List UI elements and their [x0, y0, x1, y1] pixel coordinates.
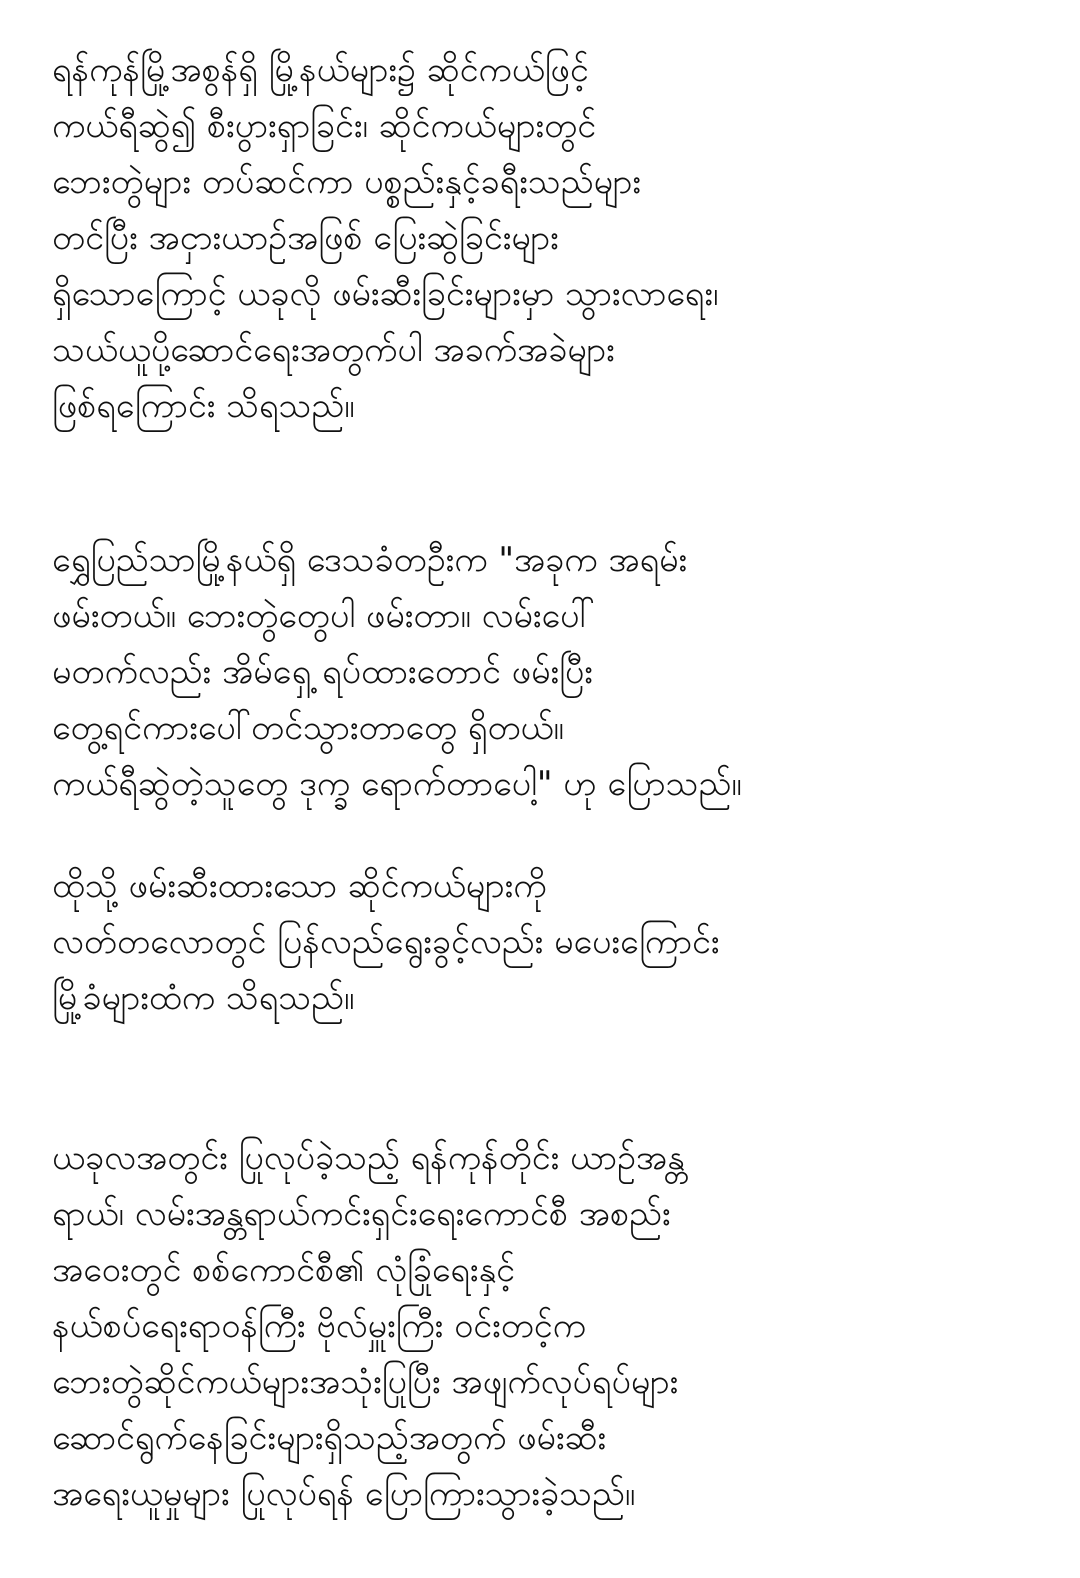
paragraph-1: [52, 42, 1042, 434]
text-line: အဝေးတွင် စစ်ကောင်စီ၏ လုံခြုံရေးနှင့်: [52, 1250, 515, 1290]
paragraph-3: [52, 858, 1042, 1026]
text-line: ရန်ကုန်မြို့အစွန်ရှိ မြို့နယ်များ၌ ဆိုင်ကယ်ဖြင့်: [52, 50, 589, 90]
text-line: ဘေးတွဲများ တပ်ဆင်ကာ ပစ္စည်းနှင့်ခရီးသည်များ: [52, 162, 641, 202]
text-line: ရှိသောကြောင့် ယခုလို ဖမ်းဆီးခြင်းများမှာ သွားလာရေး၊: [52, 274, 719, 314]
text-line: ဖြစ်ရကြောင်း သိရသည်။: [52, 386, 355, 426]
text-line: ကယ်ရီဆွဲတဲ့သူတွေ ဒုက္ခ ရောက်တာပေါ့" ဟု ပြောသည်။: [52, 764, 742, 804]
text-line: နယ်စပ်ရေးရာဝန်ကြီး ဗိုလ်မှူးကြီး ဝင်းတင့်က: [52, 1306, 586, 1346]
text-line: ရာယ်၊ လမ်းအန္တရာယ်ကင်းရှင်းရေးကောင်စီ အစည်း: [52, 1194, 671, 1234]
text-line: တွေ့ရင်ကားပေါ်တင်သွားတာတွေ ရှိတယ်။: [52, 708, 564, 748]
text-line: ဆောင်ရွက်နေခြင်းများရှိသည့်အတွက် ဖမ်းဆီး: [52, 1418, 607, 1458]
text-line: ကယ်ရီဆွဲ၍ စီးပွားရှာခြင်း၊ ဆိုင်ကယ်များတွင်: [52, 106, 597, 146]
text-line: ထိုသို့ ဖမ်းဆီးထားသော ဆိုင်ကယ်များကို: [52, 866, 547, 906]
text-line: သယ်ယူပို့ဆောင်ရေးအတွက်ပါ အခက်အခဲများ: [52, 330, 615, 370]
text-line: လတ်တလောတွင် ပြန်လည်ရွေးခွင့်လည်း မပေးကြောင်း: [52, 922, 720, 962]
text-line: ဖမ်းတယ်။ ဘေးတွဲတွေပါ ဖမ်းတာ။ လမ်းပေါ်: [52, 596, 595, 636]
text-line: တင်ပြီး အငှားယာဉ်အဖြစ် ပြေးဆွဲခြင်းများ: [52, 218, 559, 258]
text-line: အရေးယူမှုများ ပြုလုပ်ရန် ပြောကြားသွားခဲ့သည်။: [52, 1474, 636, 1514]
text-line: မြို့ခံများထံက သိရသည်။: [52, 978, 355, 1018]
text-line: ဘေးတွဲဆိုင်ကယ်များအသုံးပြုပြီး အဖျက်လုပ်ရပ်များ: [52, 1362, 679, 1402]
text-line: ရွှေပြည်သာမြို့နယ်ရှိ ဒေသခံတဦးက "အခုက အရမ်း: [52, 540, 688, 580]
paragraph-4: [52, 1130, 1042, 1522]
paragraph-2: [52, 532, 1042, 812]
text-line: မတက်လည်း အိမ်ရှေ့ ရပ်ထားတောင် ဖမ်းပြီး: [52, 652, 593, 692]
text-line: ယခုလအတွင်း ပြုလုပ်ခဲ့သည့် ရန်ကုန်တိုင်း ယာဉ်အန္တ: [52, 1138, 685, 1178]
